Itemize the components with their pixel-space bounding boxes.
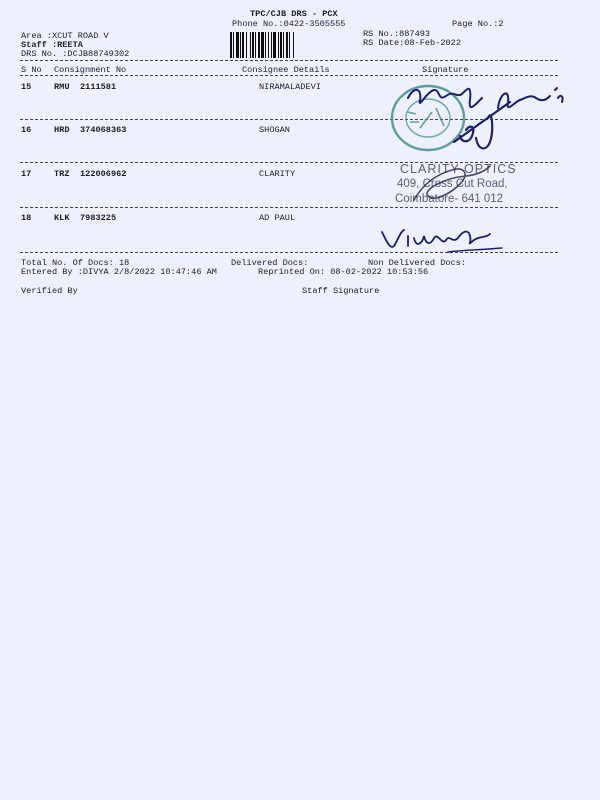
company-stamp-line1: CLARITY OPTICS bbox=[400, 162, 517, 176]
row-consignment-prefix: TRZ bbox=[54, 169, 70, 179]
row-consignee: SHOGAN bbox=[259, 125, 290, 135]
row-sno: 15 bbox=[21, 82, 32, 92]
row-consignment-prefix: RMU bbox=[54, 82, 70, 92]
non-delivered-docs: Non Delivered Docs: bbox=[368, 258, 466, 268]
row-consignee: CLARITY bbox=[259, 169, 296, 179]
row-sno: 16 bbox=[21, 125, 32, 135]
divider bbox=[20, 60, 558, 61]
verified-by: Verified By bbox=[21, 286, 78, 296]
company-stamp-line2: 409, Cross Cut Road, bbox=[397, 178, 508, 190]
row-consignment-number: 2111581 bbox=[80, 82, 117, 92]
col-header-signature: Signature bbox=[422, 65, 469, 75]
entered-by: Entered By :DIVYA 2/8/2022 10:47:46 AM bbox=[21, 267, 217, 277]
row-consignment-prefix: KLK bbox=[54, 213, 70, 223]
drs-number: DRS No. :DCJB88749302 bbox=[21, 49, 130, 59]
row-sno: 18 bbox=[21, 213, 32, 223]
area-label: Area :XCUT ROAD V bbox=[21, 31, 109, 41]
row-consignment-prefix: HRD bbox=[54, 125, 70, 135]
col-header-consignment: Consignment No bbox=[54, 65, 127, 75]
staff-label: Staff :REETA bbox=[21, 40, 83, 50]
row-consignment-number: 374068363 bbox=[80, 125, 127, 135]
col-header-consignee: Consignee Details bbox=[242, 65, 330, 75]
phone-number: Phone No.:0422-3505555 bbox=[232, 19, 346, 29]
page-number: Page No.:2 bbox=[452, 19, 504, 29]
company-stamp-line3: Coimbatore- 641 012 bbox=[395, 193, 504, 205]
staff-signature: Staff Signature bbox=[302, 286, 380, 296]
barcode bbox=[230, 32, 354, 58]
row-consignment-number: 7983225 bbox=[80, 213, 117, 223]
row-sno: 17 bbox=[21, 169, 32, 179]
total-docs: Total No. Of Docs: 18 bbox=[21, 258, 130, 268]
rs-number: RS No.:887493 bbox=[363, 29, 431, 39]
row-consignee: NIRAMALADEVI bbox=[259, 82, 321, 92]
row-consignee: AD PAUL bbox=[259, 213, 296, 223]
signature-scribble bbox=[378, 222, 508, 256]
document-title: TPC/CJB DRS - PCX bbox=[250, 9, 338, 19]
signature-scribble bbox=[400, 80, 575, 160]
signature-scribble bbox=[404, 160, 494, 208]
reprinted-on: Reprinted On: 08-02-2022 10:53:56 bbox=[258, 267, 429, 277]
rs-date: RS Date:08-Feb-2022 bbox=[363, 38, 461, 48]
divider bbox=[20, 75, 558, 76]
col-header-sno: S No bbox=[21, 65, 42, 75]
row-consignment-number: 122006962 bbox=[80, 169, 127, 179]
delivered-docs: Delivered Docs: bbox=[231, 258, 309, 268]
